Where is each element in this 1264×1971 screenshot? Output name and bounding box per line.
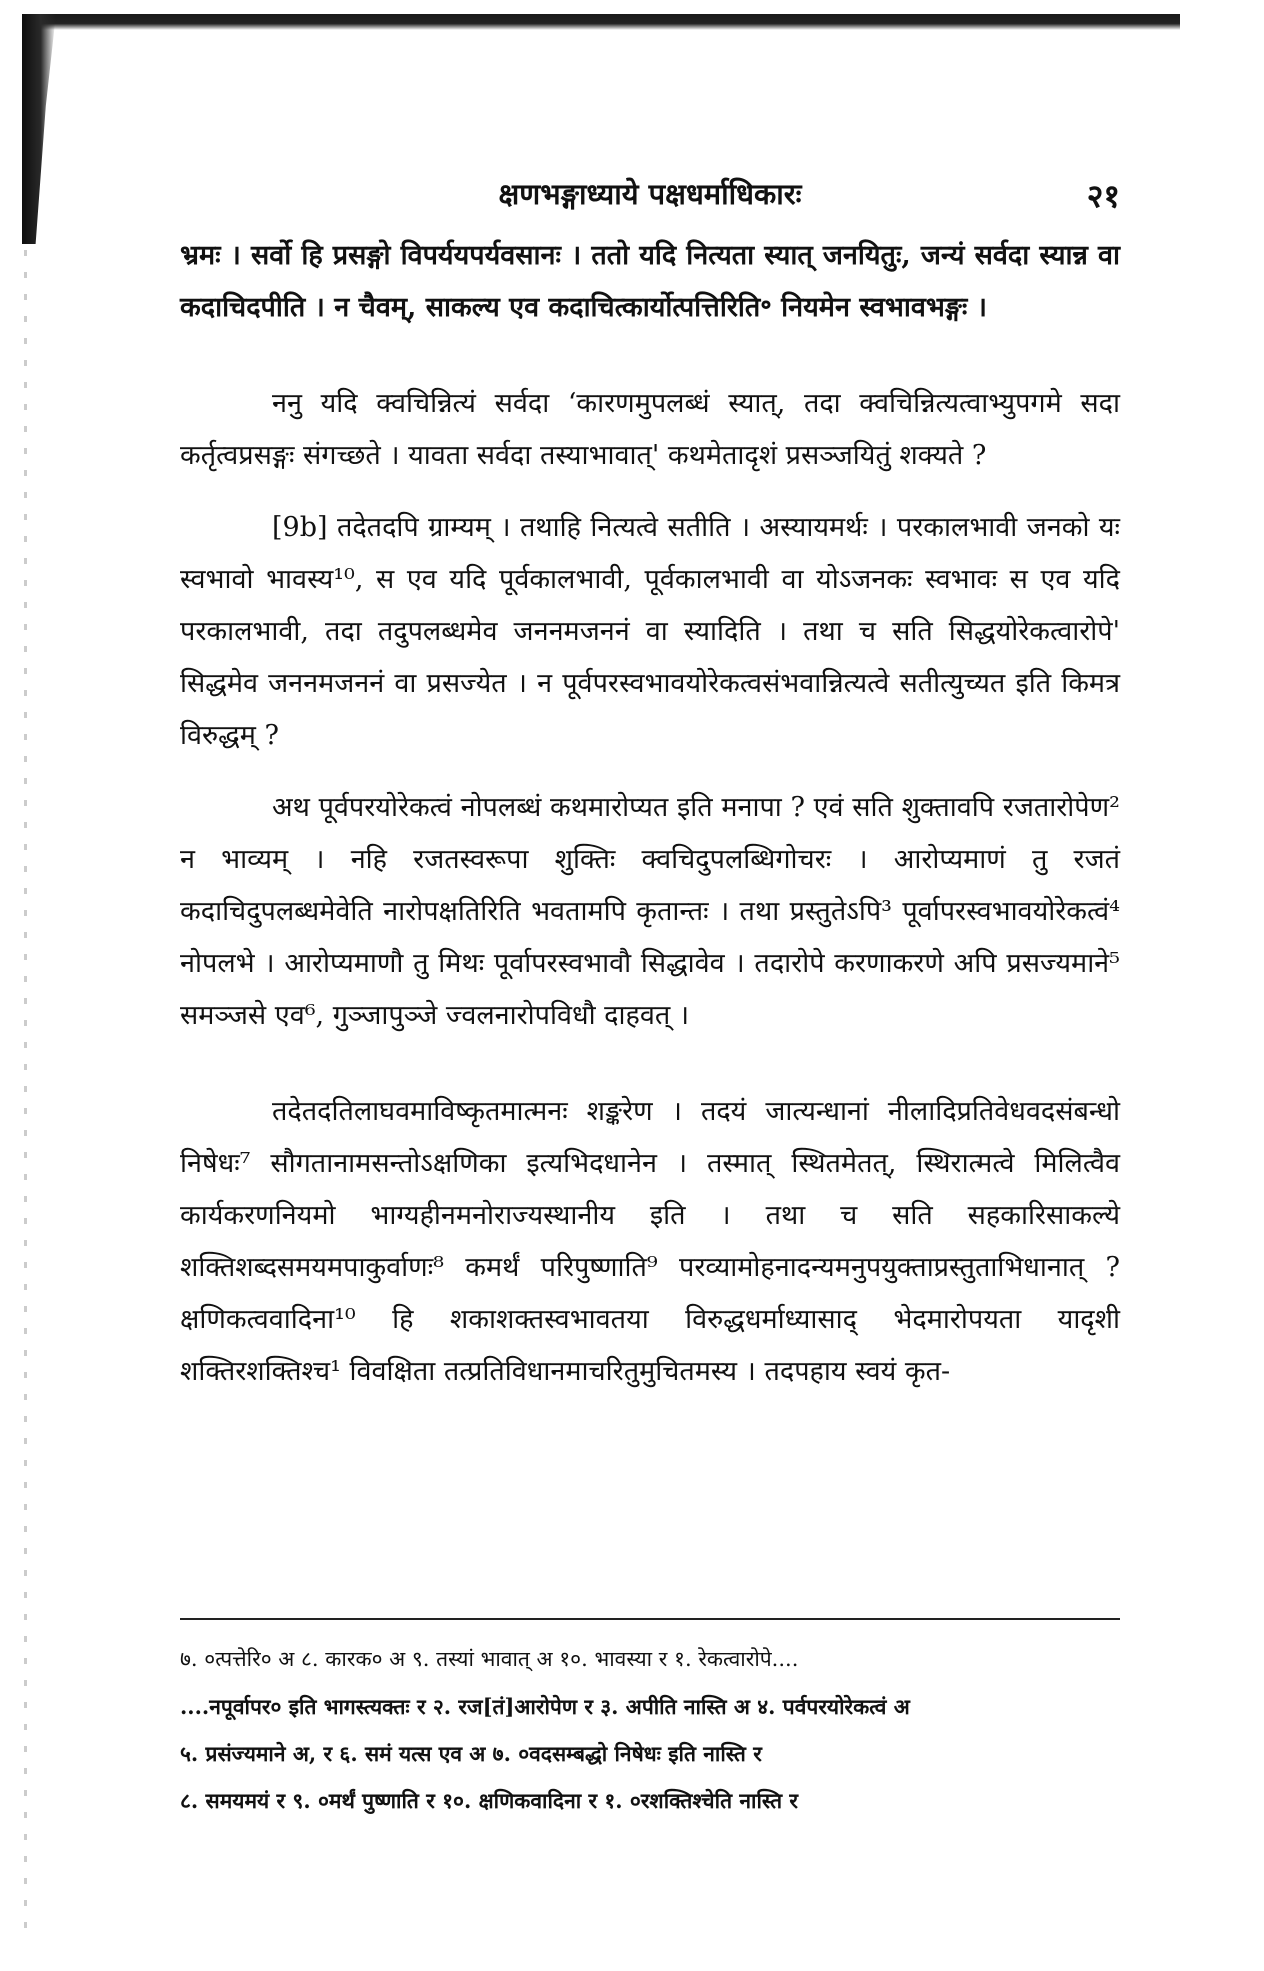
paragraph-5: तदेतदतिलाघवमाविष्कृतमात्मनः शङ्करेण । तदयं जात्यन्धानां नीलादिप्रतिवेधवदसंबन्धो निषेधः⁷ सौगतानामसन्तोऽक्षणिका इत्यभिदधानेन । तस्मात् स्थितमेतत्, स्थिरात्मत्वे मिलित्वैव कार्यकरणनियमो भाग्यहीनमनोराज्यस्थानीय इति । तथा च सति सहकारिसाकल्ये शक्तिशब्दसमयमपाकुर्वाणः⁸ कमर्थं परिपुष्णाति⁹ परव्यामोहनादन्यमनुपयुक्ताप्रस्तुताभिधानात् ? क्षणिकत्ववादिना¹⁰ हि शकाशक्तस्वभावतया विरुद्धधर्माध्यासाद् भेदमारोपयता यादृशी शक्तिरशक्तिश्च¹ विवक्षिता तत्प्रतिविधानमाचरितुमुचितमस्य । तदपहाय स्वयं कृत- <box>180 1096 1120 1387</box>
footnote-line-4: ८. समयमयं र ९. ०मर्थं पुष्णाति र १०. क्षणिकवादिना र १. ०रशक्तिश्चेति नास्ति र <box>180 1788 798 1813</box>
paragraph-2: ननु यदि क्वचिन्नित्यं सर्वदा ‘कारणमुपलब्धं स्यात्, तदा क्वचिन्नित्यत्वाभ्युपगमे सदा कर्तृत्वप्रसङ्गः संगच्छते । यावता सर्वदा तस्याभावात्' कथमेतादृशं प्रसञ्जयितुं शक्यते ? <box>180 388 1120 471</box>
scan-edge-left-marks <box>24 250 27 1940</box>
page-number: २१ <box>1086 177 1120 215</box>
footnote-line-1: ७. ०त्पत्तेरि० अ ८. कारक० अ ९. तस्यां भावात् अ १०. भावस्या र १. रेकत्वारोपे.... <box>180 1647 799 1671</box>
paragraph-3: [9b] तदेतदपि ग्राम्यम् । तथाहि नित्यत्वे सतीति । अस्यायमर्थः । परकालभावी जनको यः स्वभावो भावस्य¹⁰, स एव यदि पूर्वकालभावी, पूर्वकालभावी वा योऽजनकः स्वभावः स एव यदि परकालभावी, तदा तदुपलब्धमेव जननमजननं वा स्यादिति । तथा च सति सिद्धयोरेकत्वारोपे' सिद्धमेव जननमजननं वा प्रसज्येत । न पूर्वपरस्वभावयोरेकत्वसंभवान्नित्यत्वे सतीत्युच्यत इति किमत्र विरुद्धम् ? <box>180 512 1120 751</box>
paragraph-1: भ्रमः । सर्वो हि प्रसङ्गो विपर्ययपर्यवसानः । ततो यदि नित्यता स्यात् जनयितुः, जन्यं सर्वदा स्यान्न वा कदाचिदपीति । न चैवम्, साकल्य एव कदाचित्कार्योत्पत्तिरिति॰ नियमेन स्वभावभङ्गः । <box>180 240 1120 323</box>
footnote-rule <box>180 1618 1120 1620</box>
running-head <box>180 168 1120 216</box>
footnote-line-2: ....नपूर्वापर० इति भागस्त्यक्तः र २. रज[तं]आरोपेण र ३. अपीति नास्ति अ ४. पर्वपरयोरेकत्वं अ <box>180 1694 910 1719</box>
footnotes <box>180 1636 1120 1824</box>
footnote-line-3: ५. प्रसंज्यमाने अ, र ६. समं यत्स एव अ ७. ०वदसम्बद्धो निषेधः इति नास्ति र <box>180 1741 762 1766</box>
body-text <box>180 230 1120 1398</box>
running-title: क्षणभङ्गाध्याये पक्षधर्माधिकारः <box>498 177 802 211</box>
paragraph-4: अथ पूर्वपरयोरेकत्वं नोपलब्धं कथमारोप्यत इति मनापा ? एवं सति शुक्तावपि रजतारोपेण² न भाव्यम् । नहि रजतस्वरूपा शुक्तिः क्वचिदुपलब्धिगोचरः । आरोप्यमाणं तु रजतं कदाचिदुपलब्धमेवेति नारोपक्षतिरिति भवतामपि कृतान्तः । तथा प्रस्तुतेऽपि³ पूर्वापरस्वभावयोरेकत्वं⁴ नोपलभे । आरोप्यमाणौ तु मिथः पूर्वापरस्वभावौ सिद्धावेव । तदारोपे करणाकरणे अपि प्रसज्यमाने⁵ समञ्जसे एव⁶, गुञ्जापुञ्जे ज्वलनारोपविधौ दाहवत् । <box>180 792 1120 1031</box>
scan-edge-top <box>30 14 1180 30</box>
scan-edge-left <box>22 14 56 244</box>
